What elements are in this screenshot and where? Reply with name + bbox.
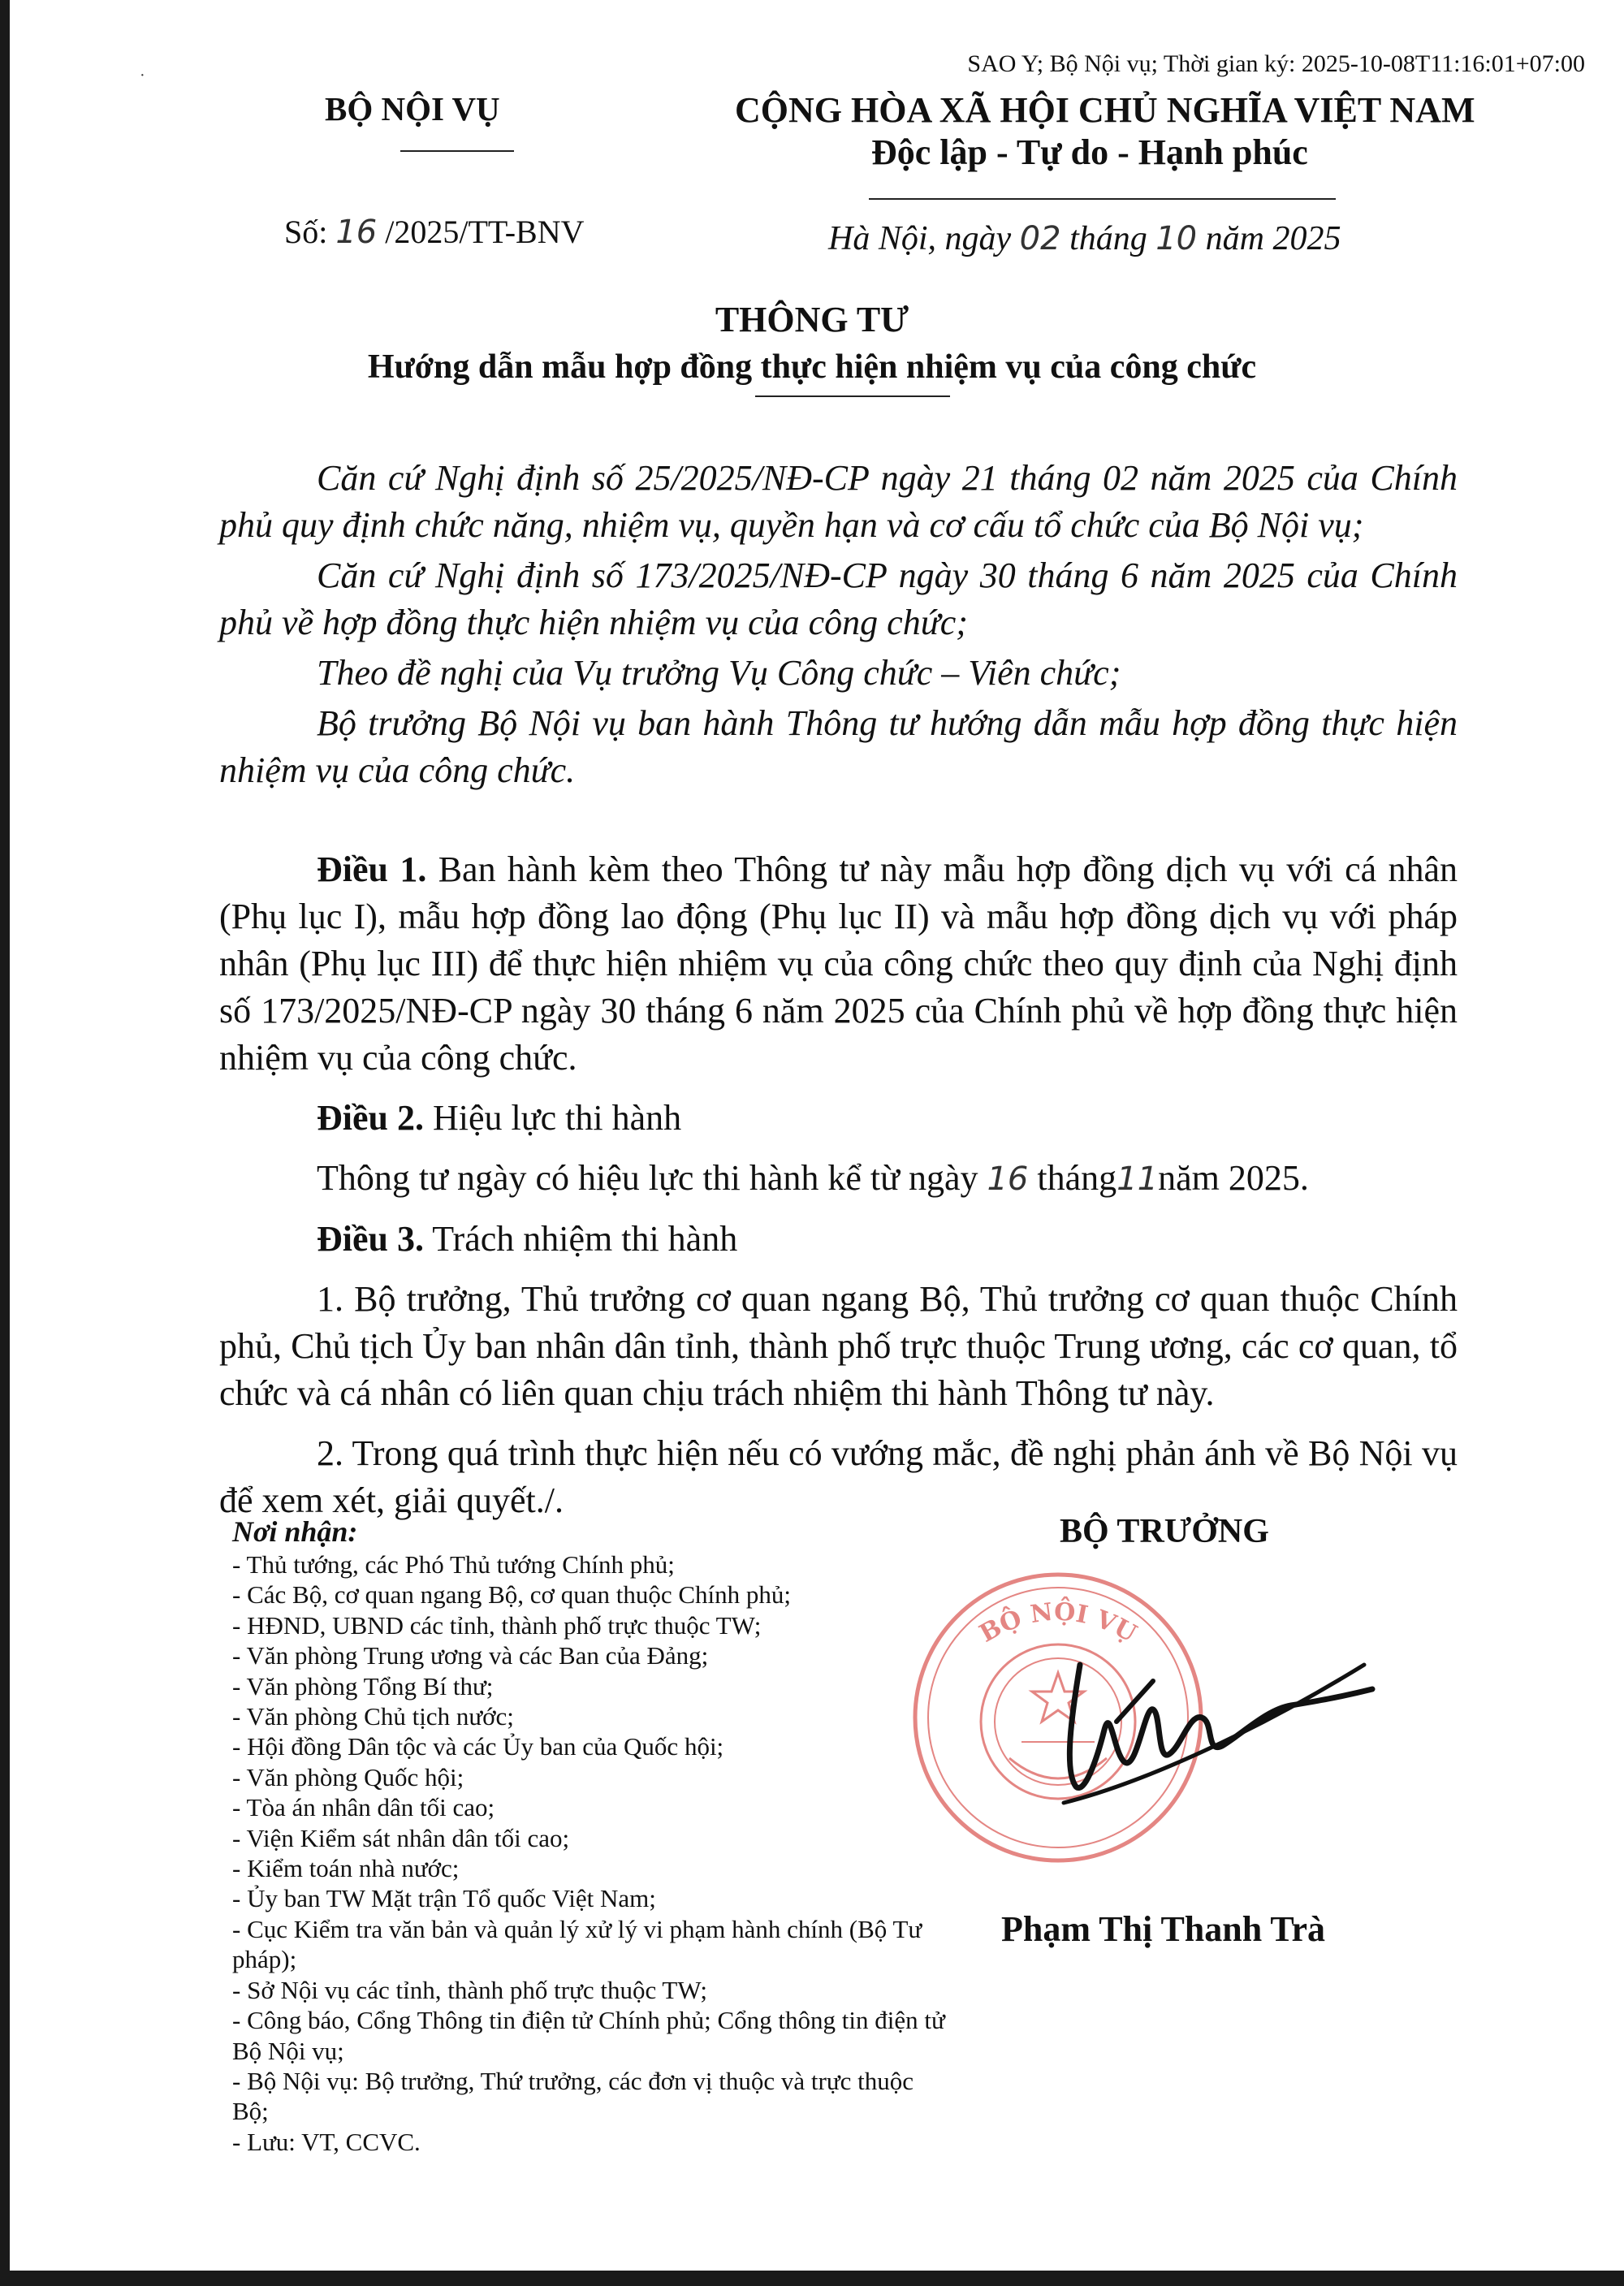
doc-number-handwritten: 16 xyxy=(335,214,378,251)
date-mid: tháng xyxy=(1060,220,1156,257)
recipient-item: - Bộ Nội vụ: Bộ trưởng, Thứ trưởng, các đơn vị thuộc và trực thuộc Bộ; xyxy=(232,2066,914,2126)
preamble-promulgation: Bộ trưởng Bộ Nội vụ ban hành Thông tư hướng dẫn mẫu hợp đồng thực hiện nhiệm vụ của công chức. xyxy=(219,703,1458,790)
ministry-underline xyxy=(400,150,514,152)
national-motto: Độc lập - Tự do - Hạnh phúc xyxy=(871,132,1308,172)
preamble-basis-1: Căn cứ Nghị định số 25/2025/NĐ-CP ngày 21 tháng 02 năm 2025 của Chính phủ quy định chức năng, nhiệm vụ, quyền hạn và cơ cấu tổ chức của Bộ Nội vụ; xyxy=(219,458,1458,545)
article-2-text xyxy=(219,1155,1458,1203)
recipient-item: - Văn phòng Chủ tịch nước; xyxy=(232,1702,514,1731)
recipient-item: - Văn phòng Trung ương và các Ban của Đảng; xyxy=(232,1641,709,1670)
recipient-item: - Ủy ban TW Mặt trận Tổ quốc Việt Nam; xyxy=(232,1884,656,1913)
preamble xyxy=(219,455,1458,794)
article-2-heading xyxy=(219,1095,1458,1142)
preamble-basis-2: Căn cứ Nghị định số 173/2025/NĐ-CP ngày 30 tháng 6 năm 2025 của Chính phủ về hợp đồng thực hiện nhiệm vụ của công chức; xyxy=(219,555,1458,642)
recipients-list xyxy=(232,1549,947,2157)
date-day: 02 xyxy=(1019,220,1061,257)
scan-border-left xyxy=(0,0,10,2286)
articles xyxy=(219,846,1458,1524)
recipient-item: - Các Bộ, cơ quan ngang Bộ, cơ quan thuộc Chính phủ; xyxy=(232,1580,791,1610)
article-2-label: Điều 2. xyxy=(317,1098,424,1138)
subject-underline xyxy=(755,395,950,397)
issuing-ministry: BỘ NỘI VỤ xyxy=(325,90,500,127)
place-and-date xyxy=(828,219,1341,258)
date-month: 10 xyxy=(1155,220,1198,257)
scan-speck: · xyxy=(140,67,145,84)
digital-signature-stamp: SAO Y; Bộ Nội vụ; Thời gian ký: 2025-10-08T11:16:01+07:00 xyxy=(967,50,1585,77)
doc-number-prefix: Số: xyxy=(284,214,336,250)
recipient-item: - Tòa án nhân dân tối cao; xyxy=(232,1793,495,1822)
article-3-clause-1: 1. Bộ trưởng, Thủ trưởng cơ quan ngang Bộ, Thủ trưởng cơ quan thuộc Chính phủ, Chủ tịch Ủy ban nhân dân tỉnh, thành phố trực thuộc Trung ương, các cơ quan, tổ chức và cá nhân có liên quan chịu trách nhiệm thi hành Thông tư này. xyxy=(219,1279,1458,1413)
document-type: THÔNG TƯ xyxy=(715,300,909,339)
signer-title: BỘ TRƯỞNG xyxy=(1060,1513,1269,1550)
recipient-item: - Văn phòng Tổng Bí thư; xyxy=(232,1671,494,1700)
date-prefix: Hà Nội, ngày xyxy=(828,220,1020,257)
article-1 xyxy=(219,846,1458,1082)
handwritten-signature-icon xyxy=(1047,1632,1405,1876)
scan-border-bottom xyxy=(0,2271,1624,2286)
recipient-item: - Sở Nội vụ các tỉnh, thành phố trực thuộc TW; xyxy=(232,1975,708,2004)
recipient-item: - Cục Kiểm tra văn bản và quản lý xử lý vi phạm hành chính (Bộ Tư pháp); xyxy=(232,1914,922,1974)
effective-day: 16 xyxy=(987,1160,1029,1198)
article-3-label: Điều 3. xyxy=(317,1219,424,1259)
effective-mid: tháng xyxy=(1028,1158,1117,1198)
effective-month: 11 xyxy=(1116,1160,1159,1198)
article-2-title: Hiệu lực thi hành xyxy=(424,1098,682,1138)
recipient-item: - Hội đồng Dân tộc và các Ủy ban của Quốc hội; xyxy=(232,1732,724,1761)
effective-prefix: Thông tư ngày có hiệu lực thi hành kể từ ngày xyxy=(317,1158,987,1198)
signer-name: Phạm Thị Thanh Trà xyxy=(1001,1909,1326,1949)
recipient-item: - Thủ tướng, các Phó Thủ tướng Chính phủ; xyxy=(232,1550,675,1579)
recipient-item: - Kiểm toán nhà nước; xyxy=(232,1854,460,1883)
recipient-item: - Văn phòng Quốc hội; xyxy=(232,1762,464,1791)
article-1-label: Điều 1. xyxy=(317,849,427,889)
doc-number-suffix: /2025/TT-BNV xyxy=(377,214,585,250)
document-number xyxy=(284,213,584,251)
article-1-text: Ban hành kèm theo Thông tư này mẫu hợp đồng dịch vụ với cá nhân (Phụ lục I), mẫu hợp đồng lao động (Phụ lục II) và mẫu hợp đồng dịch vụ với pháp nhân (Phụ lục III) để thực hiện nhiệm vụ của công chức theo quy định của Nghị định số 173/2025/NĐ-CP ngày 30 tháng 6 năm 2025 của Chính phủ về hợp đồng thực hiện nhiệm vụ của công chức. xyxy=(219,849,1458,1078)
seal-text: BỘ NỘI VỤ xyxy=(974,1597,1142,1649)
article-3-clause-2: 2. Trong quá trình thực hiện nếu có vướng mắc, đề nghị phản ánh về Bộ Nội vụ để xem xét, giải quyết./. xyxy=(219,1433,1458,1520)
article-3-title: Trách nhiệm thi hành xyxy=(424,1219,738,1259)
recipient-item: - Viện Kiểm sát nhân dân tối cao; xyxy=(232,1823,570,1852)
document-subject: Hướng dẫn mẫu hợp đồng thực hiện nhiệm vụ của công chức xyxy=(367,348,1257,386)
date-suffix: năm 2025 xyxy=(1197,220,1341,257)
recipient-item: - Lưu: VT, CCVC. xyxy=(232,2127,421,2156)
effective-suffix: năm 2025. xyxy=(1158,1158,1309,1198)
recipient-item: - HĐND, UBND các tỉnh, thành phố trực thuộc TW; xyxy=(232,1610,762,1640)
motto-underline xyxy=(869,198,1336,200)
recipient-item: - Công báo, Cổng Thông tin điện tử Chính phủ; Cổng thông tin điện tử Bộ Nội vụ; xyxy=(232,2006,945,2065)
preamble-proposal: Theo đề nghị của Vụ trưởng Vụ Công chức – Viên chức; xyxy=(317,653,1121,693)
national-title: CỘNG HÒA XÃ HỘI CHỦ NGHĨA VIỆT NAM xyxy=(735,90,1475,130)
article-3-heading xyxy=(219,1216,1458,1263)
recipients-title: Nơi nhận: xyxy=(232,1515,358,1548)
